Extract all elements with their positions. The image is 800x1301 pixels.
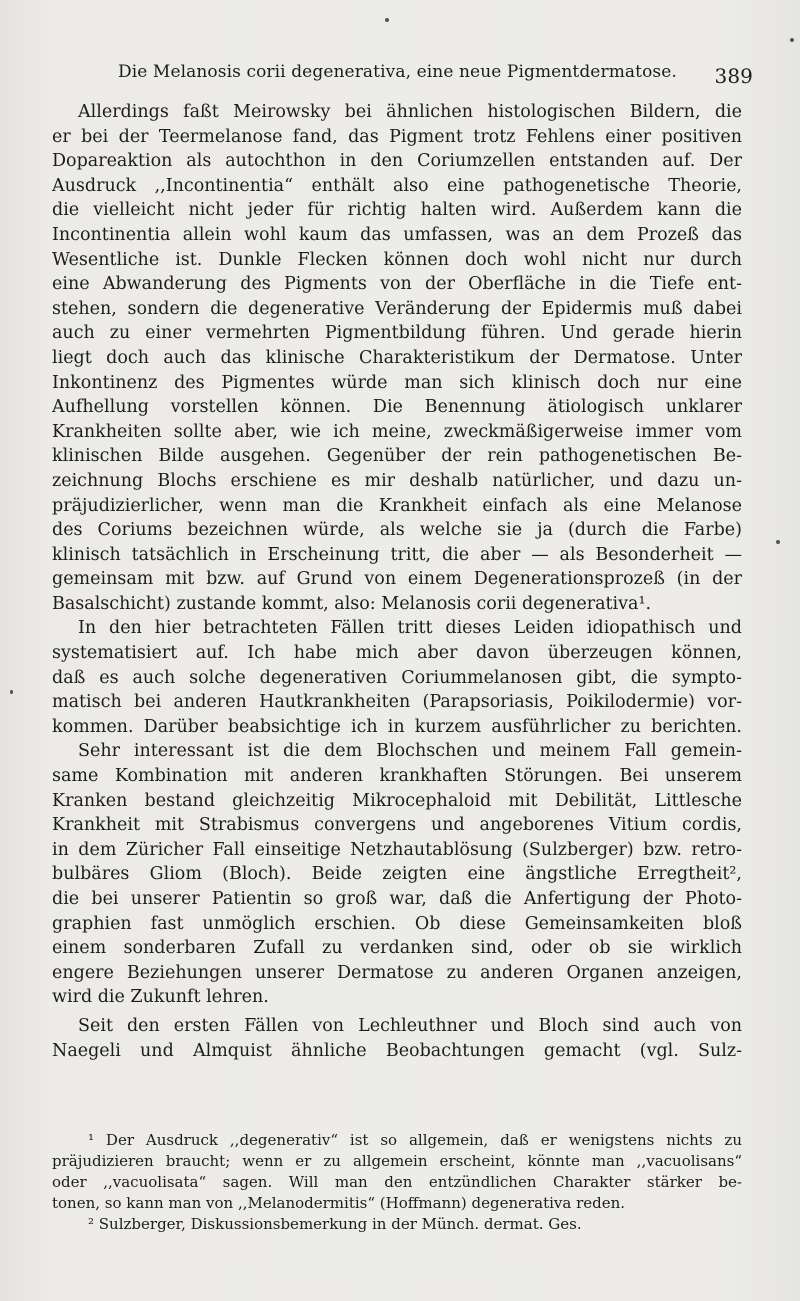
text-line: stehen, sondern die degenerative Veränderung der Epidermis muß dabei xyxy=(52,298,742,319)
text-line: die bei unserer Patientin so groß war, daß die Anfertigung der Photo- xyxy=(52,889,742,909)
text-line: in dem Züricher Fall einseitige Netzhautablösung (Sulzberger) bzw. retro- xyxy=(52,839,742,860)
text-line: Allerdings faßt Meirowsky bei ähnlichen histologischen Bildern, die xyxy=(78,102,742,122)
margin-mark xyxy=(776,540,780,544)
text-line: präjudizierlicher, wenn man die Krankheit einfach als eine Melanose xyxy=(52,495,742,516)
text-line: graphien fast unmöglich erschien. Ob diese Gemeinsamkeiten bloß xyxy=(52,913,742,934)
footnote-line: ² Sulzberger, Diskussionsbemerkung in der Münch. dermat. Ges. xyxy=(88,1215,582,1233)
text-line: eine Abwanderung des Pigments von der Oberfläche in die Tiefe ent- xyxy=(52,274,742,295)
text-line: Ausdruck ,,Incontinentia“ enthält also eine pathogenetische Theorie, xyxy=(52,175,742,196)
print-speck xyxy=(385,18,389,22)
text-line: Wesentliche ist. Dunkle Flecken können doch wohl nicht nur durch xyxy=(52,249,742,270)
text-line: Seit den ersten Fällen von Lechleuthner und Bloch sind auch von xyxy=(78,1015,742,1036)
print-speck xyxy=(790,38,794,42)
text-line: klinisch tatsächlich in Erscheinung tritt, die aber — als Besonderheit — xyxy=(52,544,742,565)
text-line: er bei der Teermelanose fand, das Pigment trotz Fehlens einer positiven xyxy=(52,126,742,147)
text-line: same Kombination mit anderen krankhaften Störungen. Bei unserem xyxy=(52,766,742,787)
text-line: Sehr interessant ist die dem Blochschen und meinem Fall gemein- xyxy=(78,741,742,762)
text-line: des Coriums bezeichnen würde, als welche sie ja (durch die Farbe) xyxy=(52,520,742,541)
footnote-line: ¹ Der Ausdruck ,,degenerativ“ ist so allgemein, daß er wenigstens nichts zu xyxy=(88,1131,742,1149)
text-line: Dopareaktion als autochthon in den Coriumzellen entstanden auf. Der xyxy=(52,151,742,172)
text-line: zeichnung Blochs erschiene es mir deshalb natürlicher, und dazu un- xyxy=(52,470,742,491)
text-line: daß es auch solche degenerativen Coriummelanosen gibt, die sympto- xyxy=(52,667,742,688)
text-line: matisch bei anderen Hautkrankheiten (Parapsoriasis, Poikilodermie) vor- xyxy=(52,692,742,713)
text-line: gemeinsam mit bzw. auf Grund von einem Degenerationsprozeß (in der xyxy=(52,569,742,590)
text-line: kommen. Darüber beabsichtige ich in kurzem ausführlicher zu berichten. xyxy=(52,716,742,737)
text-line: liegt doch auch das klinische Charakteristikum der Dermatose. Unter xyxy=(52,347,742,368)
text-line: Naegeli und Almquist ähnliche Beobachtungen gemacht (vgl. Sulz- xyxy=(52,1040,742,1061)
footnotes xyxy=(52,1130,742,1235)
text-line: wird die Zukunft lehren. xyxy=(52,987,269,1008)
text-line: Aufhellung vorstellen können. Die Benennung ätiologisch unklarer xyxy=(52,397,742,418)
text-line: Basalschicht) zustande kommt, also: Melanosis corii degenerativa¹. xyxy=(52,593,652,614)
text-line: engere Beziehungen unserer Dermatose zu anderen Organen anzeigen, xyxy=(52,962,742,983)
text-line: Krankheit mit Strabismus convergens und angeborenes Vitium cordis, xyxy=(52,815,742,836)
running-title: Die Melanosis corii degenerativa, eine neue Pigmentdermatose. xyxy=(118,62,677,82)
body-text xyxy=(52,100,742,1063)
text-line: systematisiert auf. Ich habe mich aber davon überzeugen können, xyxy=(52,643,742,664)
page-number: 389 xyxy=(714,64,753,88)
footnote-line: präjudizieren braucht; wenn er zu allgemein erscheint, könnte man ,,vacuolisans“ xyxy=(52,1152,742,1170)
text-line: klinischen Bilde ausgehen. Gegenüber der rein pathogenetischen Be- xyxy=(52,446,742,467)
text-line: bulbäres Gliom (Bloch). Beide zeigten eine ängstliche Erregtheit², xyxy=(52,864,742,885)
footnote-line: oder ,,vacuolisata“ sagen. Will man den entzündlichen Charakter stärker be- xyxy=(52,1173,742,1191)
text-line: die vielleicht nicht jeder für richtig halten wird. Außerdem kann die xyxy=(52,200,742,221)
text-line: Krankheiten sollte aber, wie ich meine, zweckmäßigerweise immer vom xyxy=(52,421,742,442)
text-line: auch zu einer vermehrten Pigmentbildung führen. Und gerade hierin xyxy=(52,323,742,344)
text-line: Inkontinenz des Pigmentes würde man sich klinisch doch nur eine xyxy=(52,372,742,393)
text-line: Incontinentia allein wohl kaum das umfassen, was an dem Prozeß das xyxy=(52,224,742,245)
text-line: In den hier betrachteten Fällen tritt dieses Leiden idiopathisch und xyxy=(78,618,742,639)
margin-mark xyxy=(10,690,13,694)
text-line: Kranken bestand gleichzeitig Mikrocephaloid mit Debilität, Littlesche xyxy=(52,790,742,811)
text-line: einem sonderbaren Zufall zu verdanken sind, oder ob sie wirklich xyxy=(52,938,742,959)
footnote-line: tonen, so kann man von ,,Melanodermitis“ (Hoffmann) degenerativa reden. xyxy=(52,1194,626,1212)
